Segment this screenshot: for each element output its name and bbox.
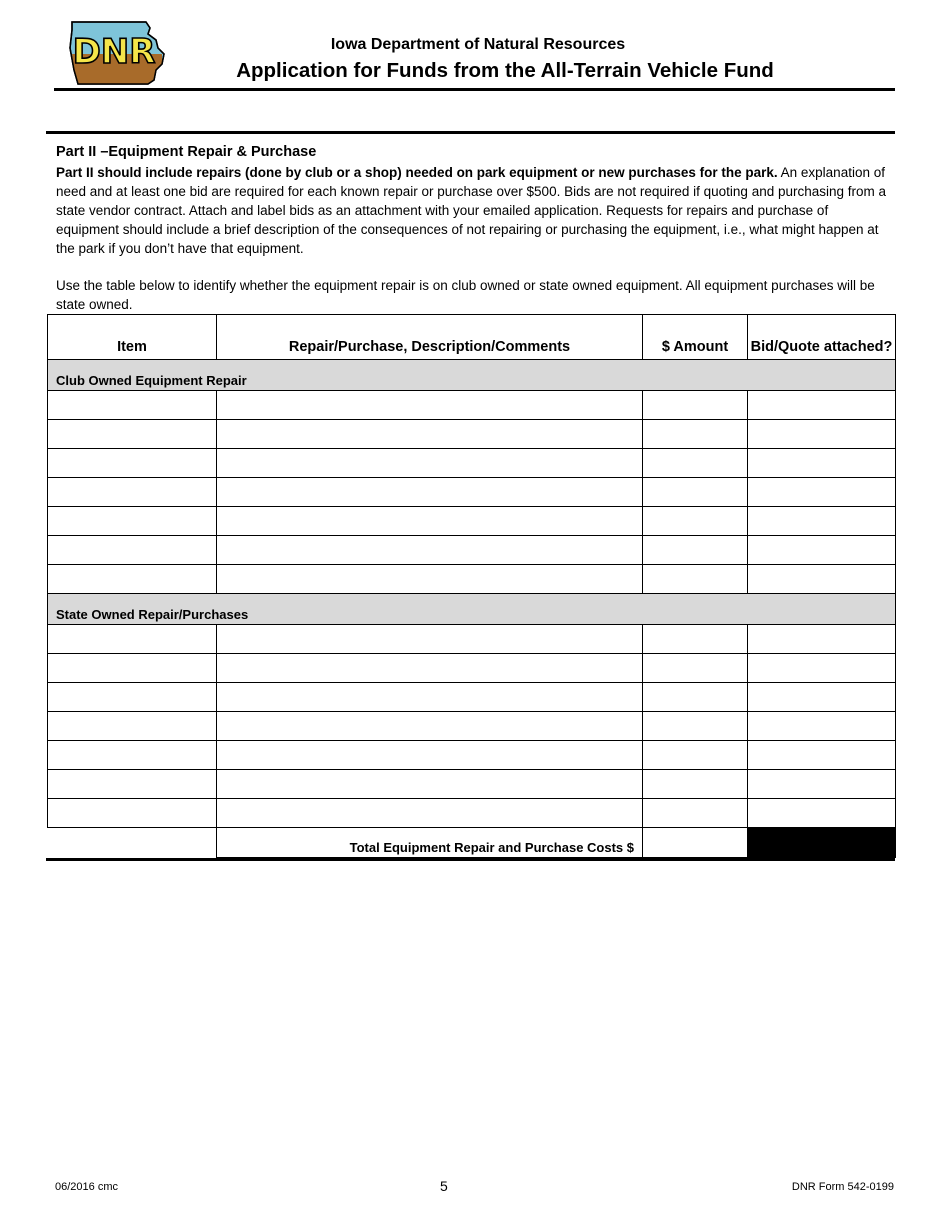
amount-cell[interactable] xyxy=(643,507,748,536)
description-cell[interactable] xyxy=(217,536,643,565)
intro-bold-text: Part II should include repairs (done by club or a shop) needed on park equipment or new purchases for the park. xyxy=(56,165,778,180)
table-row xyxy=(48,449,896,478)
table-row xyxy=(48,536,896,565)
section-label: Club Owned Equipment Repair xyxy=(48,360,896,391)
intro-paragraph xyxy=(56,163,892,258)
item-cell[interactable] xyxy=(48,741,217,770)
logo-text: DNR xyxy=(72,32,156,72)
bid-quote-cell[interactable] xyxy=(748,712,896,741)
table-row xyxy=(48,565,896,594)
amount-cell[interactable] xyxy=(643,712,748,741)
item-cell[interactable] xyxy=(48,625,217,654)
total-row xyxy=(48,828,896,858)
table-header-row xyxy=(48,315,896,360)
item-cell[interactable] xyxy=(48,565,217,594)
column-header-bid-quote: Bid/Quote attached? xyxy=(748,315,896,360)
column-header-description: Repair/Purchase, Description/Comments xyxy=(217,315,643,360)
table-row xyxy=(48,625,896,654)
bid-quote-cell[interactable] xyxy=(748,507,896,536)
item-cell[interactable] xyxy=(48,683,217,712)
description-cell[interactable] xyxy=(217,712,643,741)
bid-quote-cell[interactable] xyxy=(748,683,896,712)
description-cell[interactable] xyxy=(217,478,643,507)
intro-text: An explanation of need and at least one bid are required for each known repair or purchase over $500. Bids are not required if quoting and purchasing from a state vendor contract. Attach and label bids as an attachment with your emailed application. Requests for repairs and purchase of equipment should include a brief description of the consequences of not repairing or purchasing the equipment, i.e., what might happen at the park if you don’t have that equipment. xyxy=(56,165,887,256)
description-cell[interactable] xyxy=(217,741,643,770)
bid-quote-cell[interactable] xyxy=(748,741,896,770)
equipment-table xyxy=(47,314,896,858)
table-row xyxy=(48,712,896,741)
item-cell[interactable] xyxy=(48,770,217,799)
table-row xyxy=(48,770,896,799)
section-row xyxy=(48,360,896,391)
description-cell[interactable] xyxy=(217,391,643,420)
description-cell[interactable] xyxy=(217,654,643,683)
item-cell[interactable] xyxy=(48,799,217,828)
header-rule xyxy=(54,88,895,91)
bid-quote-cell[interactable] xyxy=(748,478,896,507)
bid-quote-cell[interactable] xyxy=(748,770,896,799)
description-cell[interactable] xyxy=(217,507,643,536)
description-cell[interactable] xyxy=(217,565,643,594)
form-number: DNR Form 542-0199 xyxy=(791,1181,894,1193)
item-cell[interactable] xyxy=(48,478,217,507)
organization-name: Iowa Department of Natural Resources xyxy=(330,36,626,53)
section-bottom-rule xyxy=(46,858,895,861)
amount-cell[interactable] xyxy=(643,478,748,507)
description-cell[interactable] xyxy=(217,449,643,478)
part-heading: Part II –Equipment Repair & Purchase xyxy=(56,144,317,160)
section-top-rule xyxy=(46,131,895,134)
page-title: Application for Funds from the All-Terrain Vehicle Fund xyxy=(236,59,774,82)
table-row xyxy=(48,420,896,449)
description-cell[interactable] xyxy=(217,799,643,828)
item-cell[interactable] xyxy=(48,536,217,565)
section-label: State Owned Repair/Purchases xyxy=(48,594,896,625)
description-cell[interactable] xyxy=(217,420,643,449)
description-cell[interactable] xyxy=(217,683,643,712)
amount-cell[interactable] xyxy=(643,654,748,683)
iowa-state-icon xyxy=(64,18,170,88)
bid-quote-cell[interactable] xyxy=(748,625,896,654)
amount-cell[interactable] xyxy=(643,536,748,565)
bid-quote-cell[interactable] xyxy=(748,391,896,420)
amount-cell[interactable] xyxy=(643,741,748,770)
bid-quote-cell[interactable] xyxy=(748,799,896,828)
table-row xyxy=(48,391,896,420)
description-cell[interactable] xyxy=(217,625,643,654)
amount-cell[interactable] xyxy=(643,391,748,420)
item-cell[interactable] xyxy=(48,449,217,478)
item-cell[interactable] xyxy=(48,420,217,449)
total-amount-cell[interactable] xyxy=(643,828,748,858)
table-row xyxy=(48,683,896,712)
bid-quote-cell[interactable] xyxy=(748,654,896,683)
bid-quote-cell[interactable] xyxy=(748,449,896,478)
footer-date-code: 06/2016 cmc xyxy=(55,1181,118,1193)
table-row xyxy=(48,478,896,507)
amount-cell[interactable] xyxy=(643,565,748,594)
bid-quote-cell[interactable] xyxy=(748,536,896,565)
amount-cell[interactable] xyxy=(643,449,748,478)
amount-cell[interactable] xyxy=(643,683,748,712)
item-cell[interactable] xyxy=(48,654,217,683)
amount-cell[interactable] xyxy=(643,625,748,654)
table-row xyxy=(48,741,896,770)
description-cell[interactable] xyxy=(217,770,643,799)
page-number: 5 xyxy=(440,1178,448,1194)
table-row xyxy=(48,799,896,828)
amount-cell[interactable] xyxy=(643,799,748,828)
column-header-item: Item xyxy=(48,315,217,360)
item-cell[interactable] xyxy=(48,507,217,536)
section-row xyxy=(48,594,896,625)
bid-quote-cell[interactable] xyxy=(748,565,896,594)
amount-cell[interactable] xyxy=(643,770,748,799)
item-cell[interactable] xyxy=(48,391,217,420)
total-label: Total Equipment Repair and Purchase Costs $ xyxy=(217,828,643,858)
dnr-logo xyxy=(64,18,170,88)
table-note: Use the table below to identify whether the equipment repair is on club owned or state owned equipment. All equipment purchases will be state owned. xyxy=(56,278,875,312)
total-blank-cell xyxy=(48,828,217,858)
blacked-out-cell xyxy=(748,828,896,858)
amount-cell[interactable] xyxy=(643,420,748,449)
item-cell[interactable] xyxy=(48,712,217,741)
bid-quote-cell[interactable] xyxy=(748,420,896,449)
table-row xyxy=(48,654,896,683)
column-header-amount: $ Amount xyxy=(643,315,748,360)
table-row xyxy=(48,507,896,536)
